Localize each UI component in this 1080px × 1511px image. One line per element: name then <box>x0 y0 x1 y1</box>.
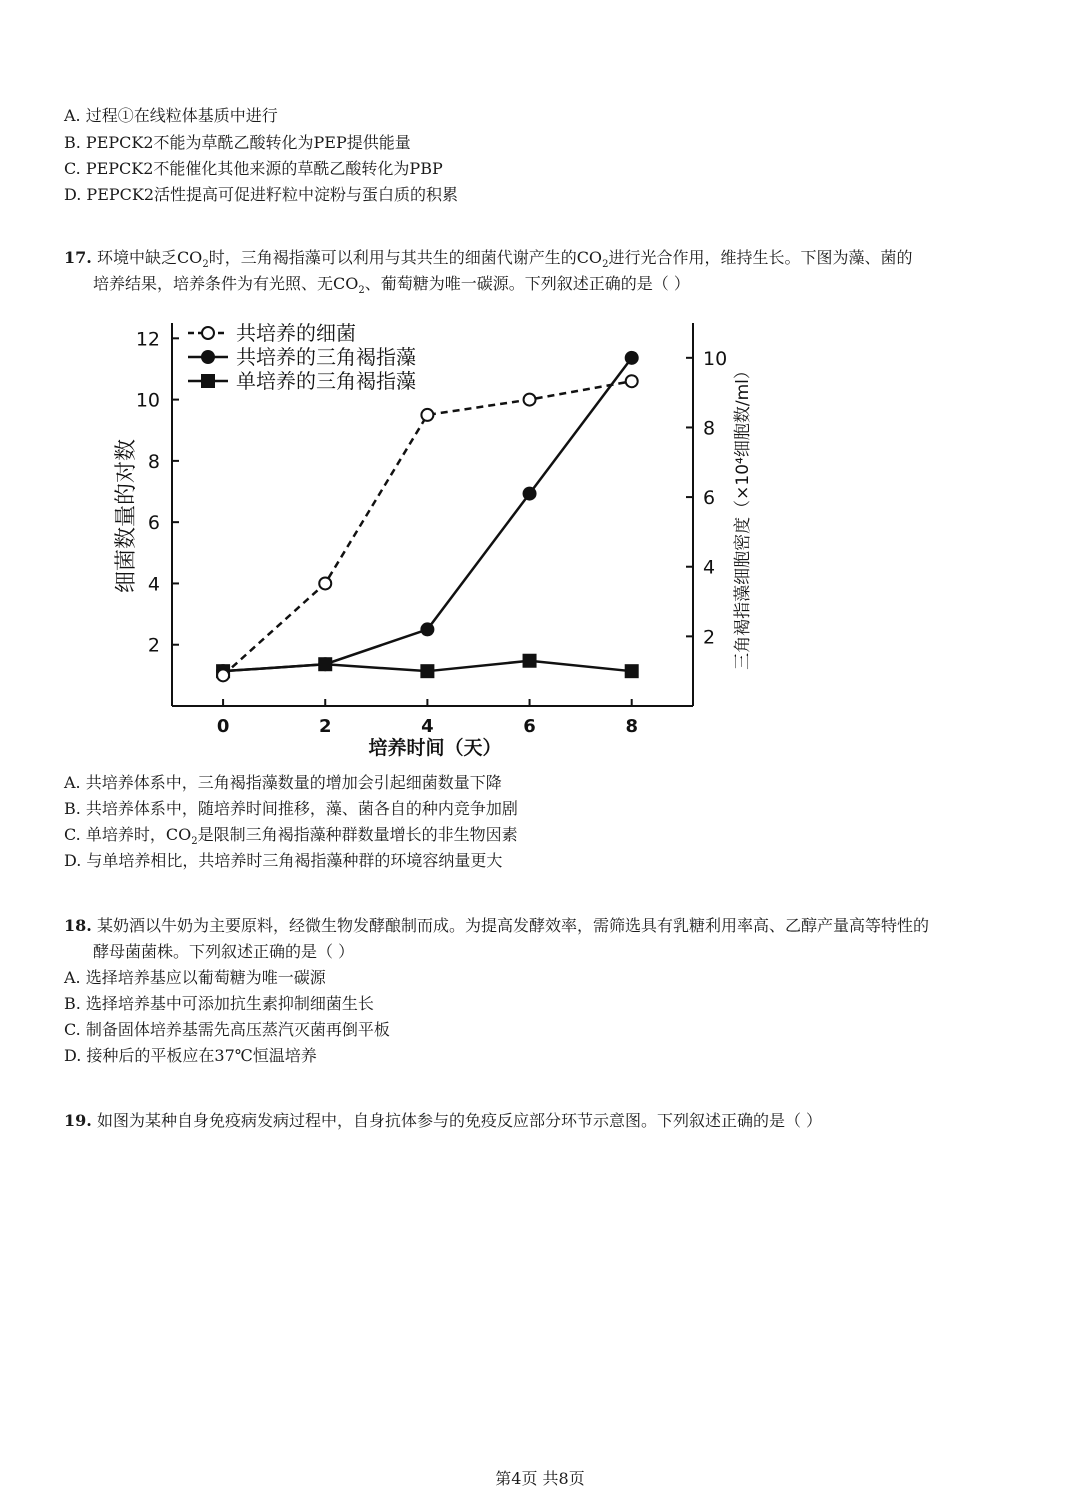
data-point-open-circle <box>202 327 214 339</box>
q18-option-c: C. 制备固体培养基需先高压蒸汽灭菌再倒平板 <box>64 1020 390 1039</box>
left-tick-label: 12 <box>135 328 160 351</box>
page-footer: 第4页 共8页 <box>495 1469 585 1488</box>
q16-option-b: B. PEPCK2不能为草酰乙酸转化为PEP提供能量 <box>64 133 411 152</box>
data-point-filled-circle <box>523 487 537 501</box>
left-tick-label: 4 <box>147 573 160 596</box>
right-tick-label: 6 <box>703 487 716 510</box>
data-point-open-circle <box>217 669 229 681</box>
chart-left-axis-label: 细菌数量的对数 <box>114 438 139 594</box>
q18-option-a: A. 选择培养基应以葡萄糖为唯一碳源 <box>64 968 326 987</box>
data-point-filled-square <box>420 664 434 678</box>
q17-stem-line1: 17. 环境中缺乏$CO_2$时，三角褐指藻可以利用与其共生的细菌代谢产生的$CO_2$进行光合作用，维持生长。下图为藻、菌的 <box>64 248 913 271</box>
x-tick-label: 6 <box>523 716 536 737</box>
right-tick-label: 4 <box>703 556 716 579</box>
data-point-open-circle <box>319 577 331 589</box>
data-point-filled-circle <box>201 350 215 364</box>
q17-option-d: D. 与单培养相比，共培养时三角褐指藻种群的环境容纳量更大 <box>64 851 503 870</box>
legend-label-1: 共培养的三角褐指藻 <box>236 345 416 369</box>
data-point-filled-square <box>625 664 639 678</box>
data-point-filled-circle <box>625 351 639 365</box>
data-point-open-circle <box>524 394 536 406</box>
chart-legend <box>188 321 416 393</box>
q19-number: 19. <box>64 1111 92 1130</box>
data-point-open-circle <box>421 409 433 421</box>
q17-chart <box>100 308 780 768</box>
q18-option-d: D. 接种后的平板应在37℃恒温培养 <box>64 1046 317 1065</box>
q18-number: 18. <box>64 916 92 935</box>
chart-series <box>216 351 639 682</box>
q18-stem-line2: 酵母菌菌株。下列叙述正确的是（ ） <box>93 942 355 961</box>
legend-label-0: 共培养的细菌 <box>236 321 356 345</box>
q18-option-b: B. 选择培养基中可添加抗生素抑制细菌生长 <box>64 994 374 1013</box>
q16-option-a: A. 过程①在线粒体基质中进行 <box>64 106 278 125</box>
legend-label-2: 单培养的三角褐指藻 <box>236 369 416 393</box>
data-point-filled-square <box>201 374 215 388</box>
q19-stem: 19. 如图为某种自身免疫病发病过程中，自身抗体参与的免疫反应部分环节示意图。下列叙述正确的是（ ） <box>64 1111 823 1130</box>
left-tick-label: 8 <box>147 450 160 473</box>
q17-option-c: C. 单培养时，$CO_2$是限制三角褐指藻种群数量增长的非生物因素 <box>64 825 518 848</box>
q18-stem-line1: 18. 某奶酒以牛奶为主要原料，经微生物发酵酿制而成。为提高发酵效率，需筛选具有乳糖利用率高、乙醇产量高等特性的 <box>64 916 929 935</box>
left-tick-label: 10 <box>135 389 160 412</box>
q16-option-d: D. PEPCK2活性提高可促进籽粒中淀粉与蛋白质的积累 <box>64 185 459 204</box>
chart-x-axis-label: 培养时间（天） <box>368 737 502 759</box>
chart-right-axis-label: 三角褐指藻细胞密度（×10⁴细胞数/ml） <box>733 362 753 670</box>
q17-option-b: B. 共培养体系中，随培养时间推移，藻、菌各自的种内竞争加剧 <box>64 799 518 818</box>
right-tick-label: 8 <box>703 417 716 440</box>
q17-number: 17. <box>64 248 92 267</box>
x-tick-label: 4 <box>421 716 434 737</box>
data-point-open-circle <box>626 375 638 387</box>
q16-option-c: C. PEPCK2不能催化其他来源的草酰乙酸转化为PBP <box>64 159 443 178</box>
data-point-filled-circle <box>318 657 332 671</box>
left-tick-label: 2 <box>147 634 160 657</box>
x-tick-label: 8 <box>625 716 638 737</box>
data-point-filled-circle <box>420 622 434 636</box>
x-tick-label: 2 <box>318 716 332 737</box>
q17-stem-line2: 培养结果，培养条件为有光照、无$CO_2$、葡萄糖为唯一碳源。下列叙述正确的是（ ） <box>93 274 690 297</box>
data-point-filled-square <box>523 654 537 668</box>
x-tick-label: 0 <box>216 716 230 737</box>
right-tick-label: 10 <box>703 347 728 370</box>
left-tick-label: 6 <box>147 512 160 535</box>
q17-option-a: A. 共培养体系中，三角褐指藻数量的增加会引起细菌数量下降 <box>64 773 502 792</box>
right-tick-label: 2 <box>703 626 716 649</box>
